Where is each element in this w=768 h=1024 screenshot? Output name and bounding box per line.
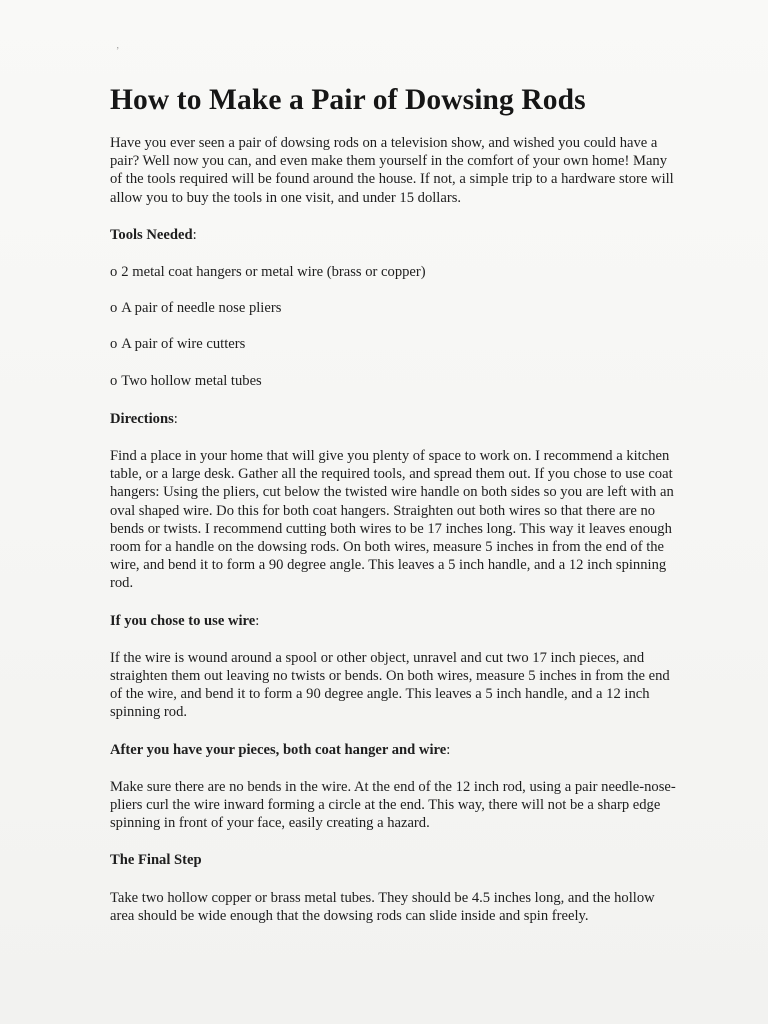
tool-item-text: A pair of wire cutters: [121, 336, 246, 353]
tools-heading: [110, 226, 682, 244]
directions-paragraph: Find a place in your home that will give you plenty of space to work on. I recommend a kitchen table, or a large desk. Gather all the required tools, and spread them out. If you chose to use coat hangers: Using the pliers, cut below the twisted wire handle on both sides so you are left with an oval shaped wire. Do this for both coat hangers. Straighten out both wires so that there are no bends or twists. I recommend cutting both wires to be 17 inches long. This way it leaves enough room for a handle on the dowsing rods. On both wires, measure 5 inches in from the end of the wire, and bend it to form a 90 degree angle. This leaves a 5 inch handle, and a 12 inch spinning rod.: [110, 448, 674, 592]
list-bullet: o: [110, 372, 118, 389]
wire-section-heading: [110, 612, 682, 630]
document-body: [110, 134, 682, 944]
tools-heading-colon: :: [192, 226, 197, 243]
final-step-paragraph: Take two hollow copper or brass metal tubes. They should be 4.5 inches long, and the hollow area should be wide enough that the dowsing rods can slide inside and spin freely.: [110, 889, 655, 924]
intro-paragraph: Have you ever seen a pair of dowsing rods on a television show, and wished you could have a pair? Well now you can, and even make them yourself in the comfort of your own home! Many of the tools required will be found around the house. If not, a simple trip to a hardware store will allow you to buy the tools in one visit, and under 15 dollars.: [110, 135, 674, 206]
list-bullet: o: [110, 264, 118, 281]
tool-item-text: Two hollow metal tubes: [121, 372, 262, 389]
tools-heading-text: Tools Needed: [110, 226, 193, 243]
tool-item-text: A pair of needle nose pliers: [121, 300, 282, 317]
tool-list-item: [110, 335, 682, 353]
document-title: How to Make a Pair of Dowsing Rods: [110, 84, 586, 116]
tool-list-item: [110, 299, 682, 317]
final-step-heading: The Final Step: [110, 852, 202, 869]
directions-heading-text: Directions: [110, 410, 174, 427]
pieces-section-heading-text: After you have your pieces, both coat hanger and wire: [110, 741, 447, 758]
tool-item-text: 2 metal coat hangers or metal wire (brass or copper): [121, 264, 426, 281]
scan-speck-mark: ’: [116, 46, 120, 57]
directions-heading-colon: :: [173, 410, 178, 427]
wire-section-heading-colon: :: [255, 612, 260, 629]
pieces-section-paragraph: Make sure there are no bends in the wire. At the end of the 12 inch rod, using a pair needle-nose-pliers curl the wire inward forming a circle at the end. This way, there will not be a sharp edge spinning in front of your face, easily creating a hazard.: [110, 778, 676, 832]
tool-list-item: [110, 263, 682, 281]
wire-section-heading-text: If you chose to use wire: [110, 612, 256, 629]
tool-list-item: [110, 372, 682, 390]
list-bullet: o: [110, 300, 118, 317]
pieces-section-heading-colon: :: [446, 741, 451, 758]
list-bullet: o: [110, 336, 118, 353]
pieces-section-heading: [110, 741, 682, 759]
directions-heading: [110, 410, 682, 428]
wire-section-paragraph: If the wire is wound around a spool or other object, unravel and cut two 17 inch pieces, and straighten them out leaving no twists or bends. On both wires, measure 5 inches in from the end of the wire, and bend it to form a 90 degree angle. This leaves a 5 inch handle, and a 12 inch spinning rod.: [110, 649, 670, 721]
